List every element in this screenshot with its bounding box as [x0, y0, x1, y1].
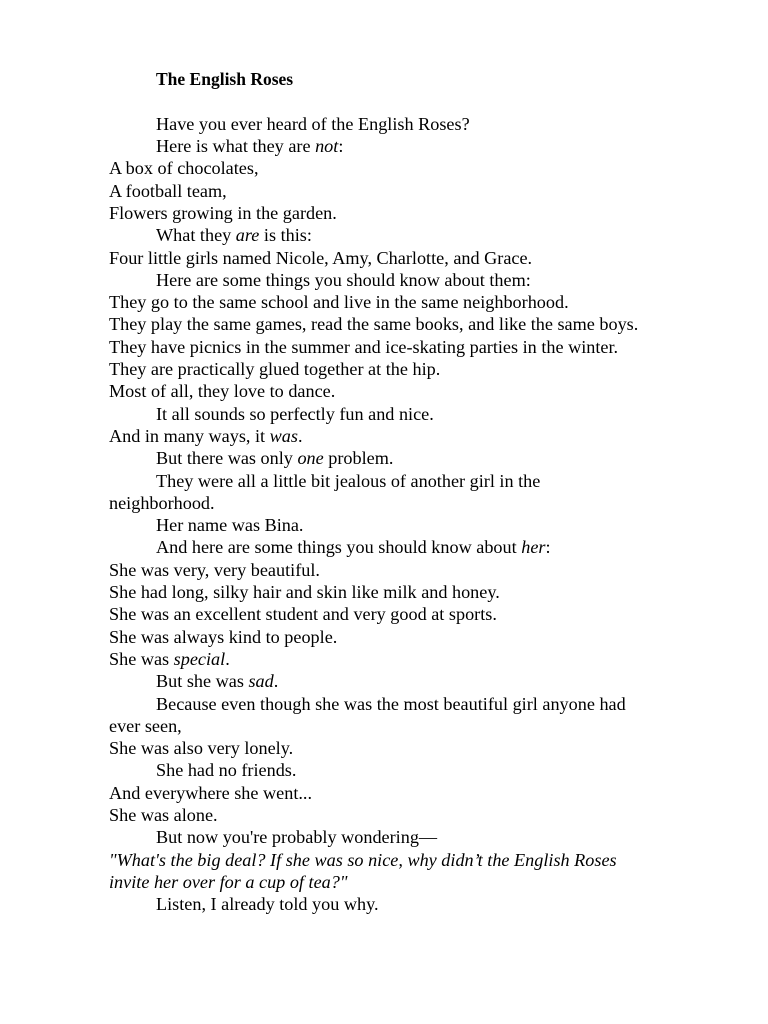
- text-line: ever seen,: [109, 715, 182, 736]
- text-line: But there was only one problem.: [156, 448, 394, 469]
- text-line: She was alone.: [109, 805, 218, 825]
- text-line: But she was sad.: [156, 671, 279, 692]
- story-text: [109, 68, 729, 915]
- text-line: What they are is this:: [156, 225, 312, 246]
- text-line: And everywhere she went...: [109, 782, 313, 803]
- text-line: A box of chocolates,: [109, 158, 259, 179]
- text-line: She was an excellent student and very good at sports.: [109, 604, 497, 625]
- text-line: Because even though she was the most beautiful girl anyone had: [156, 693, 626, 714]
- text-line: neighborhood.: [109, 492, 215, 513]
- text-line: And here are some things you should know about her:: [156, 537, 551, 558]
- text-line: She was very, very beautiful.: [109, 559, 320, 580]
- text-line: Listen, I already told you why.: [156, 894, 379, 915]
- text-line: Four little girls named Nicole, Amy, Charlotte, and Grace.: [109, 247, 533, 268]
- text-line: They were all a little bit jealous of another girl in the: [156, 470, 541, 491]
- text-line: She had no friends.: [156, 760, 297, 781]
- text-line: She was always kind to people.: [109, 626, 338, 647]
- text-line: Her name was Bina.: [156, 515, 304, 536]
- text-line: They go to the same school and live in the same neighborhood.: [109, 292, 569, 313]
- story-title: The English Roses: [156, 69, 294, 89]
- text-line: Have you ever heard of the English Roses?: [156, 113, 470, 134]
- text-line: And in many ways, it was.: [109, 425, 303, 446]
- text-line: They have picnics in the summer and ice-skating parties in the winter.: [109, 336, 619, 357]
- text-line: She had long, silky hair and skin like milk and honey.: [109, 582, 500, 603]
- text-line: She was also very lonely.: [109, 738, 294, 759]
- text-line: They play the same games, read the same books, and like the same boys.: [109, 314, 639, 335]
- text-line: But now you're probably wondering—: [156, 827, 438, 848]
- text-line: Here are some things you should know about them:: [156, 269, 531, 290]
- text-line: Most of all, they love to dance.: [109, 381, 336, 402]
- text-line: She was special.: [109, 648, 230, 669]
- text-line: A football team,: [109, 180, 227, 201]
- text-line: Here is what they are not:: [156, 136, 344, 157]
- text-line: "What's the big deal? If she was so nice, why didn’t the English Roses: [109, 849, 617, 870]
- text-line: Flowers growing in the garden.: [109, 202, 337, 223]
- text-line: They are practically glued together at the hip.: [109, 359, 441, 380]
- text-line: It all sounds so perfectly fun and nice.: [156, 403, 434, 424]
- text-line: invite her over for a cup of tea?": [109, 871, 348, 892]
